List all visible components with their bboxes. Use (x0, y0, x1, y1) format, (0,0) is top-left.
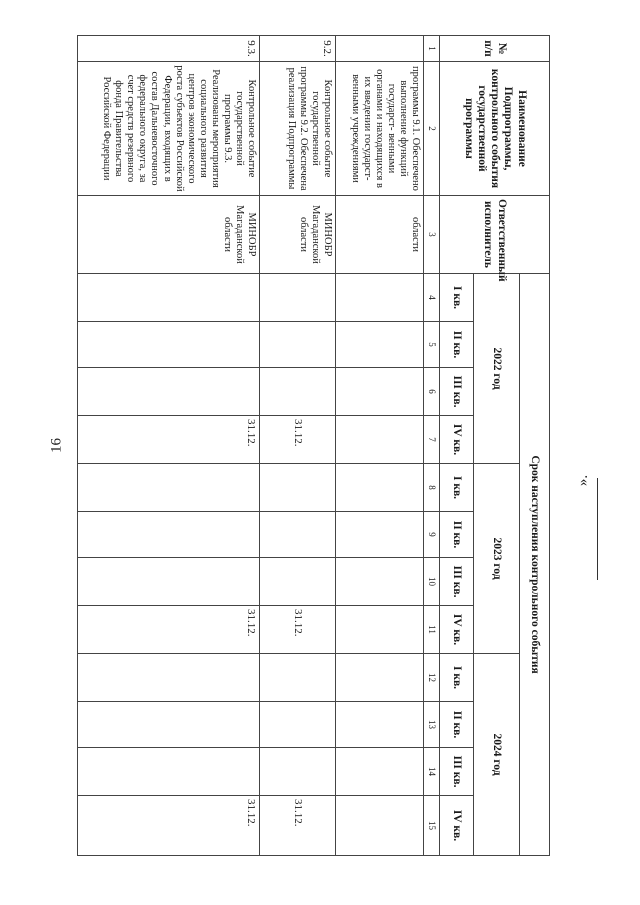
header-quarter: I кв. (440, 654, 474, 702)
quarter-cell (336, 748, 424, 796)
quarter-cell (336, 796, 424, 856)
quarter-cell (260, 274, 336, 322)
row-num: 9.3. (78, 36, 260, 62)
index-cell: 8 (424, 464, 440, 512)
quarter-cell (260, 368, 336, 416)
quarter-cell: 31.12. (260, 606, 336, 654)
row-num: 9.2. (260, 36, 336, 62)
table-row (260, 36, 336, 856)
index-cell: 12 (424, 654, 440, 702)
header-num: № п/п (440, 36, 550, 62)
quarter-cell (260, 464, 336, 512)
quarter-cell (336, 368, 424, 416)
quarter-cell (260, 702, 336, 748)
rotated-table-container (78, 35, 550, 855)
quarter-cell (336, 558, 424, 606)
index-cell: 2 (424, 62, 440, 196)
row-executor: области (336, 196, 424, 274)
header-executor: Ответственный исполнитель (440, 196, 550, 274)
header-quarter: IV кв. (440, 796, 474, 856)
index-cell: 15 (424, 796, 440, 856)
quarter-cell (78, 464, 260, 512)
header-year-2022: 2022 год (474, 274, 520, 464)
header-quarter: II кв. (440, 512, 474, 558)
row-name: Контрольное событие государственной программы 9.2. Обеспечена реализация Подпрограммы (260, 62, 336, 196)
control-events-table (77, 35, 550, 856)
quarter-cell (260, 558, 336, 606)
quarter-cell (260, 512, 336, 558)
quarter-cell: 31.12. (260, 796, 336, 856)
quarter-cell (336, 512, 424, 558)
signature-line (597, 478, 598, 580)
quarter-cell (336, 322, 424, 368)
index-cell: 10 (424, 558, 440, 606)
header-quarter: III кв. (440, 748, 474, 796)
header-quarter: II кв. (440, 702, 474, 748)
index-cell: 1 (424, 36, 440, 62)
quarter-cell (78, 322, 260, 368)
quarter-cell: 31.12. (78, 416, 260, 464)
index-cell: 6 (424, 368, 440, 416)
quarter-cell (78, 654, 260, 702)
header-quarter: III кв. (440, 368, 474, 416)
header-quarter: I кв. (440, 274, 474, 322)
quarter-cell (336, 654, 424, 702)
header-quarter: III кв. (440, 558, 474, 606)
index-cell: 3 (424, 196, 440, 274)
header-quarter: I кв. (440, 464, 474, 512)
quarter-cell (78, 748, 260, 796)
row-num (336, 36, 424, 62)
quarter-cell (336, 274, 424, 322)
index-cell: 13 (424, 702, 440, 748)
header-name: Наименование Подпрограммы, контрольного события государственной программы (440, 62, 550, 196)
index-cell: 5 (424, 322, 440, 368)
quarter-cell (260, 748, 336, 796)
quarter-cell (260, 322, 336, 368)
quarter-cell: 31.12. (260, 416, 336, 464)
quarter-cell (78, 702, 260, 748)
row-name: Контрольное событие государственной программы 9.3. Реализованы мероприятия социального развития центров экономического роста субъектов Российской Федерации, входящих в состав Дальневосточного федерального округа, за счет средств резервного фонда Правительства Российской Федерации (78, 62, 260, 196)
quarter-cell (78, 274, 260, 322)
header-quarter: II кв. (440, 322, 474, 368)
row-name: программы 9.1. Обеспечено выполнение функций государст- венными органами и находящихся в их введении государст- венными учреждениями (336, 62, 424, 196)
quarter-cell (336, 606, 424, 654)
quarter-cell (260, 654, 336, 702)
row-executor: МИНОБР Магаданской области (260, 196, 336, 274)
header-quarter: IV кв. (440, 416, 474, 464)
header-year-2024: 2024 год (474, 654, 520, 856)
quarter-cell (78, 512, 260, 558)
header-year-2023: 2023 год (474, 464, 520, 654)
quarter-cell (336, 416, 424, 464)
page-number: 16 (48, 438, 65, 453)
index-row (424, 36, 440, 856)
closing-quote-mark: ». (575, 474, 592, 487)
header-deadline: Срок наступления контрольного события (520, 274, 550, 856)
quarter-cell (78, 368, 260, 416)
table-row (78, 36, 260, 856)
quarter-cell (336, 464, 424, 512)
quarter-cell: 31.12. (78, 796, 260, 856)
index-cell: 9 (424, 512, 440, 558)
quarter-cell (78, 558, 260, 606)
quarter-cell: 31.12. (78, 606, 260, 654)
table-row (336, 36, 424, 856)
index-cell: 4 (424, 274, 440, 322)
header-quarter: IV кв. (440, 606, 474, 654)
index-cell: 11 (424, 606, 440, 654)
row-executor: МИНОБР Магаданской области (78, 196, 260, 274)
index-cell: 7 (424, 416, 440, 464)
index-cell: 14 (424, 748, 440, 796)
quarter-cell (336, 702, 424, 748)
